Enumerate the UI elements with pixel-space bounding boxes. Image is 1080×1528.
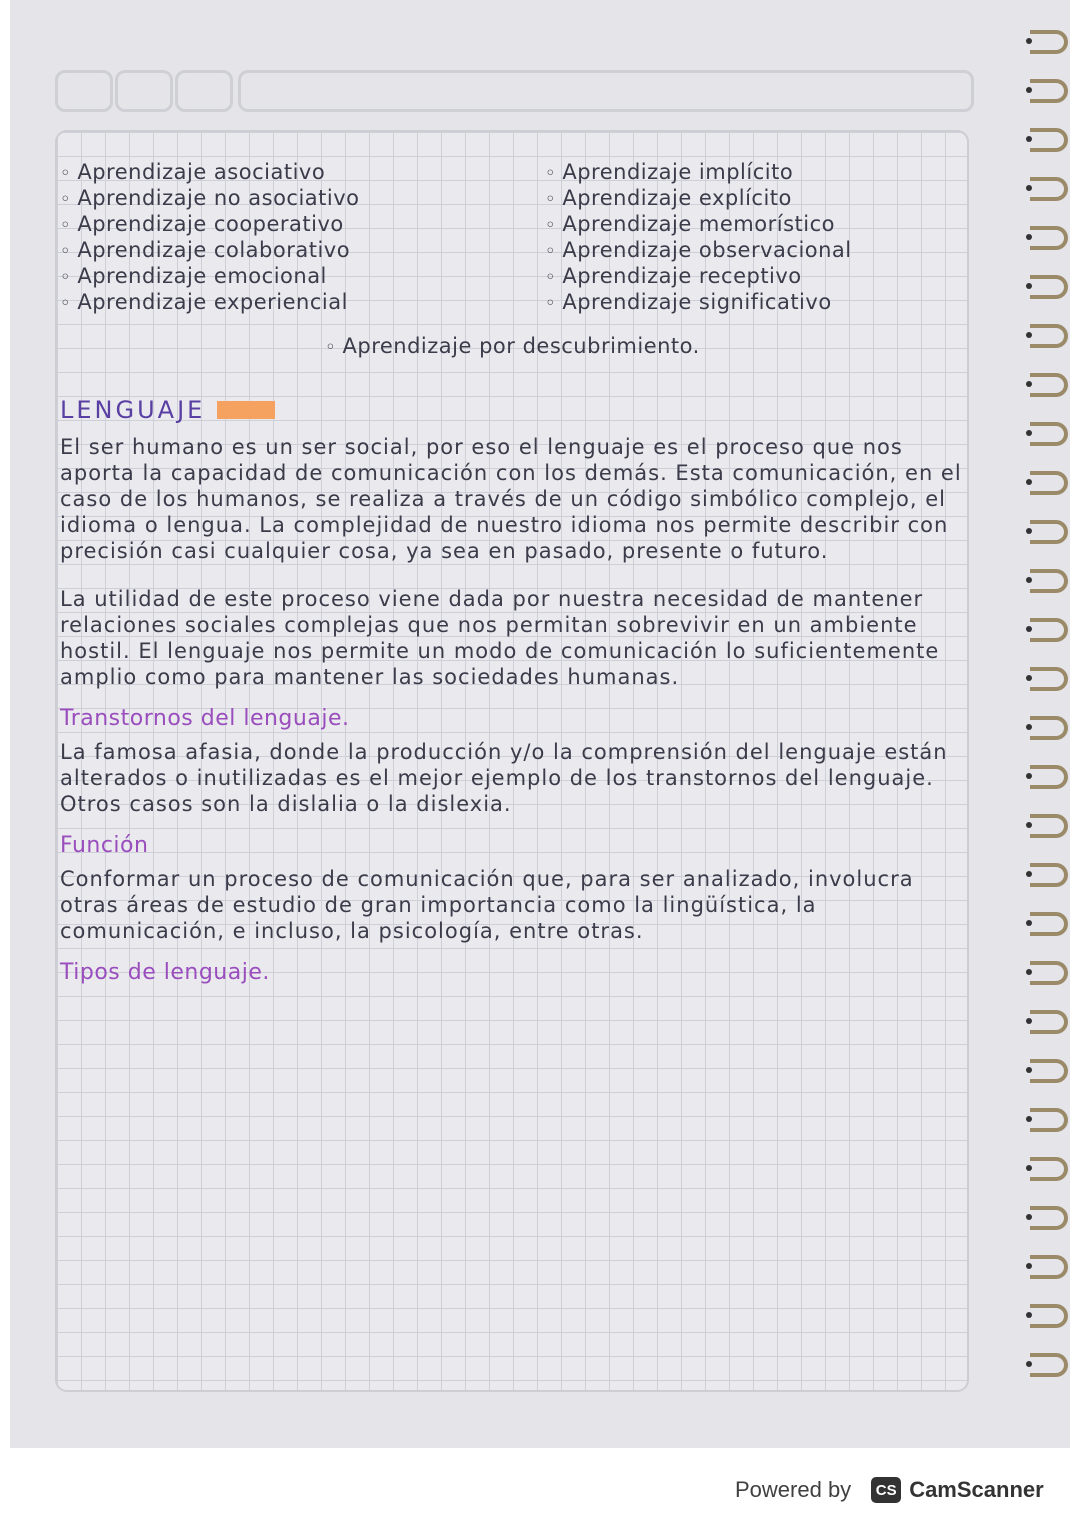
spiral-ring [1030,226,1068,250]
list-item: ◦ Aprendizaje significativo [545,290,965,316]
spiral-ring [1030,177,1068,201]
paragraph: La famosa afasia, donde la producción y/o la comprensión del lenguaje están alterados o inutilizadas es el mejor ejemplo de los transtornos del lenguaje. Otros casos son la dislalia o la dislexia. [60,740,948,816]
watermark-footer [735,1470,1044,1510]
list-item: ◦ Aprendizaje por descubrimiento. [325,334,700,360]
header-box [115,70,173,112]
spiral-binding [1028,30,1068,1410]
subheading-types: Tipos de lenguaje. [60,960,270,985]
spiral-ring [1030,1059,1068,1083]
right-column [545,160,965,316]
spiral-ring [1030,30,1068,54]
spiral-ring [1030,520,1068,544]
spiral-ring [1030,765,1068,789]
spiral-ring [1030,569,1068,593]
spiral-ring [1030,324,1068,348]
spiral-ring [1030,1255,1068,1279]
spiral-ring [1030,1157,1068,1181]
spiral-ring [1030,275,1068,299]
list-item: ◦ Aprendizaje no asociativo [60,186,500,212]
spiral-ring [1030,667,1068,691]
header-bar [238,70,974,112]
spiral-ring [1030,618,1068,642]
section-title: LENGUAJE [60,396,206,424]
spiral-ring [1030,79,1068,103]
paragraph: Conformar un proceso de comunicación que, para ser analizado, involucra otras áreas de estudio de gran importancia como la lingüística, la comunicación, e incluso, la psicología, entre otras. [60,867,914,943]
header-box [55,70,113,112]
powered-by-text: Powered by [735,1477,852,1502]
spiral-ring [1030,1353,1068,1377]
subheading-disorders: Transtornos del lenguaje. [60,706,350,731]
list-item: ◦ Aprendizaje observacional [545,238,965,264]
spiral-ring [1030,128,1068,152]
spiral-ring [1030,912,1068,936]
notes-content [60,160,965,985]
spiral-ring [1030,961,1068,985]
spiral-ring [1030,1206,1068,1230]
spiral-ring [1030,373,1068,397]
highlight-mark [217,401,275,419]
learning-types-list [60,160,965,316]
list-item: ◦ Aprendizaje colaborativo [60,238,500,264]
list-item: ◦ Aprendizaje cooperativo [60,212,500,238]
header-box [175,70,233,112]
spiral-ring [1030,1304,1068,1328]
spiral-ring [1030,814,1068,838]
list-item: ◦ Aprendizaje asociativo [60,160,500,186]
spiral-ring [1030,422,1068,446]
brand-name: CamScanner [909,1477,1044,1502]
subheading-function: Función [60,833,149,858]
list-item: ◦ Aprendizaje implícito [545,160,965,186]
spiral-ring [1030,471,1068,495]
camscanner-logo-icon: CS [871,1477,901,1503]
spiral-ring [1030,1108,1068,1132]
section-heading [60,396,965,424]
list-item: ◦ Aprendizaje emocional [60,264,500,290]
spiral-ring [1030,863,1068,887]
spiral-ring [1030,716,1068,740]
spiral-ring [1030,1010,1068,1034]
paragraph: La utilidad de este proceso viene dada por nuestra necesidad de mantener relaciones sociales complejas que nos permitan sobrevivir en un ambiente hostil. El lenguaje nos permite un modo de comunicación lo suficientemente amplio como para mantener las sociedades humanas. [60,587,940,689]
list-item: ◦ Aprendizaje receptivo [545,264,965,290]
left-column [60,160,500,316]
list-item: ◦ Aprendizaje experiencial [60,290,500,316]
list-item: ◦ Aprendizaje explícito [545,186,965,212]
paragraph: El ser humano es un ser social, por eso el lenguaje es el proceso que nos aporta la capacidad de comunicación con los demás. Esta comunicación, en el caso de los humanos, se realiza a través de un código simbólico complejo, el idioma o lengua. La complejidad de nuestro idioma nos permite describir con precisión casi cualquier cosa, ya sea en pasado, presente o futuro. [60,435,962,563]
list-item: ◦ Aprendizaje memorístico [545,212,965,238]
